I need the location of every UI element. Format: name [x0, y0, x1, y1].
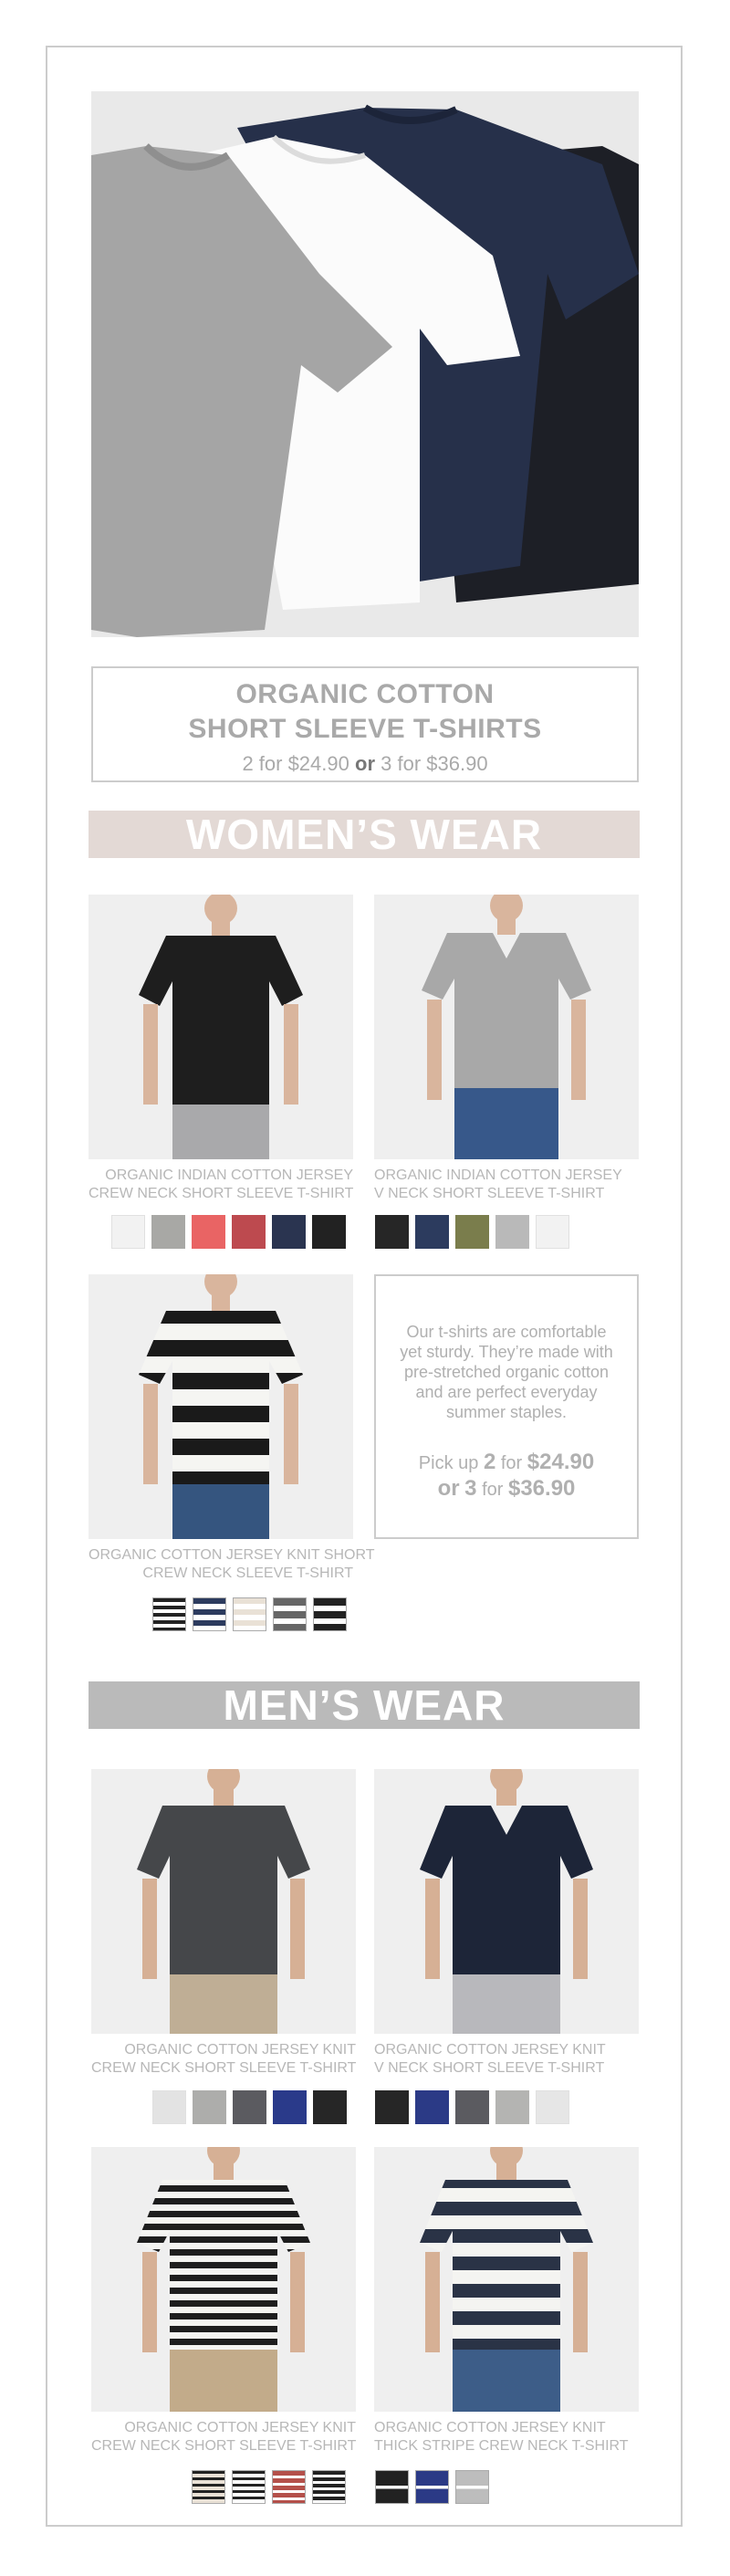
men-thick-stripe-tee-swatches: [375, 2470, 489, 2504]
women-vneck-tee-caption[interactable]: ORGANIC INDIAN COTTON JERSEY V NECK SHORT SLEEVE T-SHIRT: [374, 1168, 622, 1201]
info-qty-3: 3: [464, 1476, 477, 1501]
swatch-navy[interactable]: [415, 2090, 449, 2124]
swatch-navy[interactable]: [272, 1215, 306, 1249]
women-crew-tee-caption[interactable]: ORGANIC INDIAN COTTON JERSEY CREW NECK SHORT SLEEVE T-SHIRT: [89, 1168, 354, 1201]
women-crew-tee-swatches: [111, 1215, 346, 1249]
info-text: Our t-shirts are comfortable yet sturdy. They’re made with pre-stretched organic cotton and are perfect everyday summer staples.: [400, 1323, 613, 1421]
women-striped-tee-swatches: [152, 1597, 347, 1631]
info-price-2: $24.90: [527, 1450, 595, 1474]
offer-3: 3 for $36.90: [381, 752, 488, 775]
swatch-red[interactable]: [232, 1215, 266, 1249]
swatch-gray[interactable]: [495, 2090, 529, 2124]
intro-price: [93, 752, 637, 776]
swatch-black[interactable]: [312, 1215, 346, 1249]
offer-or: or: [355, 752, 375, 775]
men-crew-tee-photo[interactable]: [91, 1769, 356, 2034]
men-thick-stripe-tee-photo[interactable]: [374, 2147, 639, 2412]
swatch-gray[interactable]: [193, 2090, 226, 2124]
swatch-black[interactable]: [313, 2090, 347, 2124]
info-price-3: $36.90: [507, 1476, 576, 1501]
swatch-gray[interactable]: [151, 1215, 185, 1249]
offer-2: 2 for $24.90: [242, 752, 349, 775]
men-crew-tee-caption[interactable]: ORGANIC COTTON JERSEY KNIT CREW NECK SHORT SLEEVE T-SHIRT: [91, 2042, 357, 2076]
info-pick: Pick up 2 for $24.90 or 3 for $36.90: [418, 1450, 595, 1501]
swatch-navy[interactable]: [415, 1215, 449, 1249]
men-vneck-tee-caption[interactable]: ORGANIC COTTON JERSEY KNIT V NECK SHORT SLEEVE T-SHIRT: [374, 2042, 606, 2076]
hero-image[interactable]: [91, 91, 639, 637]
swatch-olive[interactable]: [455, 1215, 489, 1249]
women-striped-tee-photo[interactable]: [89, 1274, 353, 1539]
info-qty-2: 2: [483, 1450, 496, 1474]
swatch-light-gray[interactable]: [152, 2090, 186, 2124]
swatch-block-gray[interactable]: [455, 2470, 489, 2504]
swatch-navy[interactable]: [273, 2090, 307, 2124]
men-crew-tee-swatches: [152, 2090, 347, 2124]
women-info-box: [374, 1274, 639, 1539]
swatch-light-gray[interactable]: [536, 2090, 569, 2124]
swatch-stripe-beige[interactable]: [192, 2470, 225, 2504]
mens-wear-heading: MEN’S WEAR: [89, 1681, 640, 1729]
women-striped-tee-caption[interactable]: ORGANIC COTTON JERSEY KNIT SHORT CREW NECK SLEEVE T-SHIRT: [89, 1547, 375, 1581]
swatch-stripe-black[interactable]: [232, 2470, 266, 2504]
intro-title-line1: ORGANIC COTTON: [235, 679, 495, 709]
men-striped-tee-swatches: [192, 2470, 346, 2504]
men-vneck-tee-photo[interactable]: [374, 1769, 639, 2034]
swatch-stripe-black[interactable]: [152, 1597, 186, 1631]
men-thick-stripe-tee-caption[interactable]: ORGANIC COTTON JERSEY KNIT THICK STRIPE CREW NECK T-SHIRT: [374, 2420, 629, 2454]
intro-title-line2: SHORT SLEEVE T-SHIRTS: [188, 714, 542, 744]
women-crew-tee-photo[interactable]: [89, 895, 353, 1159]
swatch-stripe-black-2[interactable]: [313, 1597, 347, 1631]
women-vneck-tee-photo[interactable]: [374, 895, 639, 1159]
women-vneck-tee-swatches: [375, 1215, 569, 1249]
men-vneck-tee-swatches: [375, 2090, 569, 2124]
swatch-gray[interactable]: [495, 1215, 529, 1249]
womens-wear-heading: WOMEN’S WEAR: [89, 811, 640, 858]
swatch-white[interactable]: [111, 1215, 145, 1249]
men-striped-tee-caption[interactable]: ORGANIC COTTON JERSEY KNIT CREW NECK SHORT SLEEVE T-SHIRT: [91, 2420, 357, 2454]
swatch-stripe-beige[interactable]: [233, 1597, 266, 1631]
swatch-stripe-gray[interactable]: [273, 1597, 307, 1631]
intro-box: [91, 666, 639, 782]
swatch-white[interactable]: [536, 1215, 569, 1249]
swatch-stripe-navy[interactable]: [193, 1597, 226, 1631]
swatch-coral[interactable]: [192, 1215, 225, 1249]
swatch-block-black[interactable]: [375, 2470, 409, 2504]
intro-title: [93, 677, 637, 747]
swatch-charcoal[interactable]: [233, 2090, 266, 2124]
swatch-block-navy[interactable]: [415, 2470, 449, 2504]
swatch-stripe-red[interactable]: [272, 2470, 306, 2504]
swatch-stripe-black-2[interactable]: [312, 2470, 346, 2504]
swatch-black[interactable]: [375, 1215, 409, 1249]
men-striped-tee-photo[interactable]: [91, 2147, 356, 2412]
swatch-charcoal[interactable]: [455, 2090, 489, 2124]
swatch-black[interactable]: [375, 2090, 409, 2124]
